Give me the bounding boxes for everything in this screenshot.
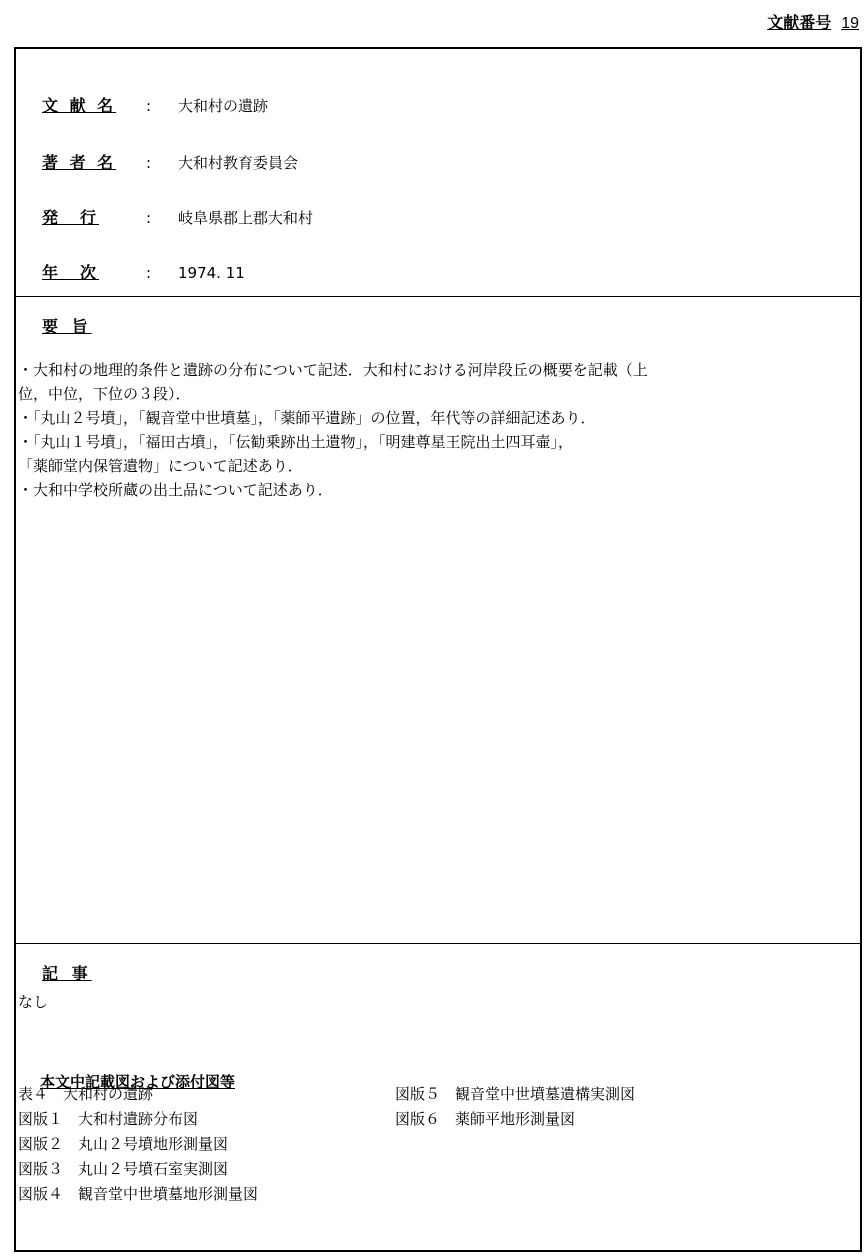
summary-line: ・「丸山１号墳」，「福田古墳」，「伝勧乗跡出土遺物」，「明建尊星王院出土四耳壷」，: [18, 433, 574, 451]
summary-line: ・大和中学校所蔵の出土品について記述あり．: [18, 481, 333, 499]
figure-item: 図版５ 観音堂中世墳墓遺構実測図: [395, 1085, 636, 1103]
summary-line: 位，中位，下位の３段）．: [18, 385, 191, 403]
notes-value: なし: [18, 993, 49, 1011]
title-label: 文 献 名: [42, 96, 117, 115]
metadata-section: [16, 49, 860, 297]
year-label: 年 次: [42, 263, 100, 282]
author-row: [42, 150, 298, 173]
notes-heading: 記 事: [42, 964, 92, 983]
publisher-colon: :: [146, 209, 152, 227]
publisher-label: 発 行: [42, 208, 100, 227]
publisher-row: [42, 205, 313, 228]
document-number: [767, 10, 859, 33]
title-value: 大和村の遺跡: [178, 97, 269, 115]
publisher-value: 岐阜県郡上郡大和村: [178, 209, 314, 227]
figure-item: 図版４ 観音堂中世墳墓地形測量図: [18, 1185, 259, 1203]
document-number-label: 文献番号: [767, 13, 832, 32]
title-row: [42, 93, 268, 116]
year-row: [42, 260, 245, 283]
author-value: 大和村教育委員会: [178, 154, 299, 172]
figure-item: 図版６ 薬師平地形測量図: [395, 1110, 576, 1128]
document-number-value: 19: [841, 15, 859, 32]
summary-text: [18, 358, 854, 502]
year-colon: :: [146, 264, 152, 282]
summary-section: [16, 296, 860, 944]
figure-item: 図版２ 丸山２号墳地形測量図: [18, 1135, 229, 1153]
figure-item: 図版３ 丸山２号墳石室実測図: [18, 1160, 229, 1178]
figures-heading: 本文中記載図および添付図等: [40, 1073, 236, 1091]
title-colon: :: [146, 97, 152, 115]
author-colon: :: [146, 154, 152, 172]
figure-item: 表４ 大和村の遺跡: [18, 1085, 154, 1103]
figures-list-right: [395, 1082, 635, 1132]
summary-line: ・大和村の地理的条件と遺跡の分布について記述．大和村における河岸段丘の概要を記載（上: [18, 361, 648, 379]
summary-line: 「薬師堂内保管遺物」について記述あり．: [18, 457, 303, 475]
year-value: 1974. 11: [178, 264, 245, 282]
summary-line: ・「丸山２号墳」，「観音堂中世墳墓」，「薬師平遺跡」の位置，年代等の詳細記述あり．: [18, 409, 596, 427]
author-label: 著 者 名: [42, 153, 117, 172]
figures-list-left: [18, 1082, 258, 1207]
summary-heading: 要 旨: [42, 317, 92, 336]
figure-item: 図版１ 大和村遺跡分布図: [18, 1110, 199, 1128]
